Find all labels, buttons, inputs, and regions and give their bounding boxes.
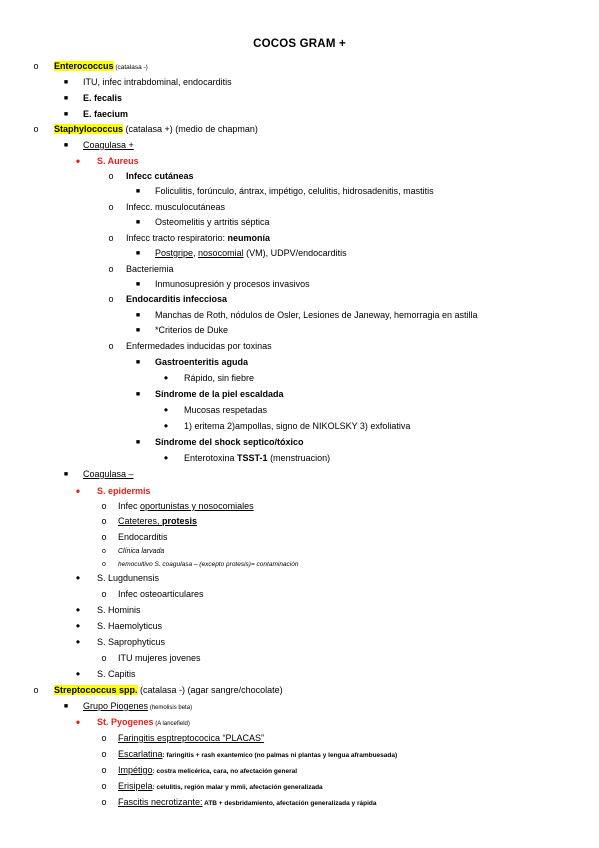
item-text: Enterotoxina — [184, 453, 238, 463]
species-label: E. fecalis — [83, 93, 123, 103]
circle-bullet-icon: o — [108, 202, 114, 212]
item-text: : faringitis + rash exantemico (no palmas ni plantas y lengua aframbuesada) — [162, 752, 398, 759]
staphylococcus-heading: Staphylococcus — [54, 124, 124, 134]
item-text: hemocultivo S. coagulasa – (excepto protesis)= contaminación — [118, 561, 299, 568]
square-bullet-icon: ■ — [135, 312, 141, 319]
square-bullet-icon: ■ — [135, 281, 141, 288]
square-bullet-icon: ■ — [135, 439, 141, 446]
dot-bullet-icon: • — [163, 451, 169, 465]
dot-bullet-icon: • — [75, 619, 81, 633]
species-label: S. Lugdunensis — [97, 573, 160, 583]
item-text: (menstruacion) — [267, 453, 331, 463]
circle-bullet-icon: o — [108, 171, 114, 181]
s-aureus-heading: S. Aureus — [97, 156, 139, 166]
item-text: : celulitis, región malar y mmii, afectación generalizada — [152, 784, 323, 791]
dot-bullet-icon: • — [163, 419, 169, 433]
circle-bullet-icon: o — [101, 516, 107, 526]
square-bullet-icon: ■ — [135, 219, 141, 226]
item-text: Infec osteoarticulares — [118, 589, 204, 599]
circle-bullet-icon: o — [33, 124, 39, 134]
enterococcus-heading: Enterococcus — [54, 61, 114, 71]
item-text: Cateteres, — [118, 516, 163, 526]
dot-bullet-icon: • — [75, 603, 81, 617]
circle-bullet-icon: o — [101, 589, 107, 599]
species-label: S. Hominis — [97, 605, 141, 615]
st-pyogenes-heading: St. Pyogenes — [97, 717, 154, 727]
item-text: oportunistas y nosocomiales — [140, 501, 254, 511]
item-text: Clínica larvada — [118, 548, 165, 555]
item-text: Foliculitis, forúnculo, ántrax, impétigo, celulitis, hidrosadenitis, mastitis — [155, 186, 434, 196]
item-text: Manchas de Roth, nódulos de Osler, Lesiones de Janeway, hemorragia en astilla — [155, 310, 478, 320]
item-text: Faringitis esptreptococica “PLACAS” — [118, 733, 265, 743]
item-text: protesis — [162, 516, 198, 526]
s-epidermis-heading: S. epidermis — [97, 486, 151, 496]
item-text: Gastroenteritis aguda — [155, 357, 249, 367]
species-label: E. faecium — [83, 109, 129, 119]
circle-bullet-icon: o — [101, 532, 107, 542]
section-label: Bacteriemia — [126, 264, 174, 274]
circle-bullet-icon: o — [33, 685, 39, 695]
circle-bullet-icon: o — [108, 294, 114, 304]
item-text: Postgripe — [155, 248, 194, 258]
circle-bullet-icon: o — [101, 733, 107, 743]
item-text: Escarlatina — [118, 749, 163, 759]
streptococcus-note: (catalasa -) (agar sangre/chocolate) — [137, 685, 283, 695]
dot-bullet-icon: • — [75, 635, 81, 649]
species-label: S. Capitis — [97, 669, 136, 679]
circle-bullet-icon: o — [101, 501, 107, 511]
enterococcus-note: (catalasa -) — [113, 64, 148, 71]
item-text: Impétigo — [118, 765, 153, 775]
circle-bullet-icon: o — [101, 749, 107, 759]
dot-bullet-icon: • — [75, 571, 81, 585]
circle-bullet-icon: o — [101, 797, 107, 807]
section-label: Infecc tracto respiratorio: — [126, 233, 228, 243]
square-bullet-icon: ■ — [63, 471, 69, 478]
item-text: TSST-1 — [237, 453, 268, 463]
staphylococcus-note: (catalasa +) (medio de chapman) — [123, 124, 258, 134]
dot-bullet-icon: • — [163, 371, 169, 385]
circle-bullet-icon: o — [33, 61, 39, 71]
square-bullet-icon: ■ — [63, 111, 69, 118]
circle-bullet-icon: o — [101, 781, 107, 791]
item-text: ATB + desbridamiento, afectación generalizada y rápida — [202, 800, 377, 807]
species-label: S. Haemolyticus — [97, 621, 163, 631]
item-text: Endocarditis — [118, 532, 168, 542]
item-text: : costra melicérica, cara, no afectación general — [152, 768, 298, 775]
pyogenes-note: (A lancefield) — [153, 721, 190, 727]
square-bullet-icon: ■ — [135, 327, 141, 334]
item-text: ITU mujeres jovenes — [118, 653, 201, 663]
group-note: (hemolisis beta) — [148, 705, 193, 711]
item-text: Rápido, sin fiebre — [184, 373, 255, 383]
square-bullet-icon: ■ — [135, 188, 141, 195]
section-label: Infecc cutáneas — [126, 171, 194, 181]
circle-bullet-icon: o — [102, 548, 106, 555]
item-text: Fascitis necrotizante: — [118, 797, 203, 807]
circle-bullet-icon: o — [108, 233, 114, 243]
circle-bullet-icon: o — [108, 264, 114, 274]
coagulase-negative-label: Coagulasa – — [83, 469, 134, 479]
item-text: Síndrome del shock septico/tóxico — [155, 437, 304, 447]
section-label: Infecc. musculocutáneas — [126, 202, 226, 212]
streptococcus-heading: Streptococcus spp. — [54, 685, 138, 695]
section-label: Endocarditis infecciosa — [126, 294, 228, 304]
item-text: (VM), UDPV/endocarditis — [243, 248, 347, 258]
section-label: Enfermedades inducidas por toxinas — [126, 341, 272, 351]
item-text: Osteomelitis y artritis séptica — [155, 217, 270, 227]
square-bullet-icon: ■ — [63, 142, 69, 149]
item-text: Inmunosupresión y procesos invasivos — [155, 279, 310, 289]
item-text: Síndrome de la piel escaldada — [155, 389, 284, 399]
dot-bullet-icon: • — [75, 484, 81, 498]
circle-bullet-icon: o — [108, 341, 114, 351]
item-text: Mucosas respetadas — [184, 405, 268, 415]
coagulase-positive-label: Coagulasa + — [83, 140, 134, 150]
circle-bullet-icon: o — [101, 653, 107, 663]
square-bullet-icon: ■ — [63, 95, 69, 102]
dot-bullet-icon: • — [75, 154, 81, 168]
dot-bullet-icon: • — [163, 403, 169, 417]
enterococcus-infections: ITU, infec intrabdominal, endocarditis — [83, 77, 232, 87]
circle-bullet-icon: o — [102, 561, 106, 568]
dot-bullet-icon: • — [75, 667, 81, 681]
item-text: , — [193, 248, 199, 258]
item-text: 1) eritema 2)ampollas, signo de NIKOLSKY 3) exfoliativa — [184, 421, 411, 431]
square-bullet-icon: ■ — [135, 359, 141, 366]
page-title: COCOS GRAM + — [253, 38, 346, 50]
circle-bullet-icon: o — [101, 765, 107, 775]
item-text: Infec — [118, 501, 141, 511]
species-label: S. Saprophyticus — [97, 637, 166, 647]
item-text: *Criterios de Duke — [155, 325, 229, 335]
dot-bullet-icon: • — [75, 715, 81, 729]
section-label-bold: neumonía — [227, 233, 271, 243]
square-bullet-icon: ■ — [63, 79, 69, 86]
item-text: nosocomial — [198, 248, 244, 258]
item-text: Erisipela — [118, 781, 153, 791]
group-label: Grupo Piogenes — [83, 701, 149, 711]
square-bullet-icon: ■ — [63, 703, 69, 710]
square-bullet-icon: ■ — [135, 391, 141, 398]
square-bullet-icon: ■ — [135, 250, 141, 257]
